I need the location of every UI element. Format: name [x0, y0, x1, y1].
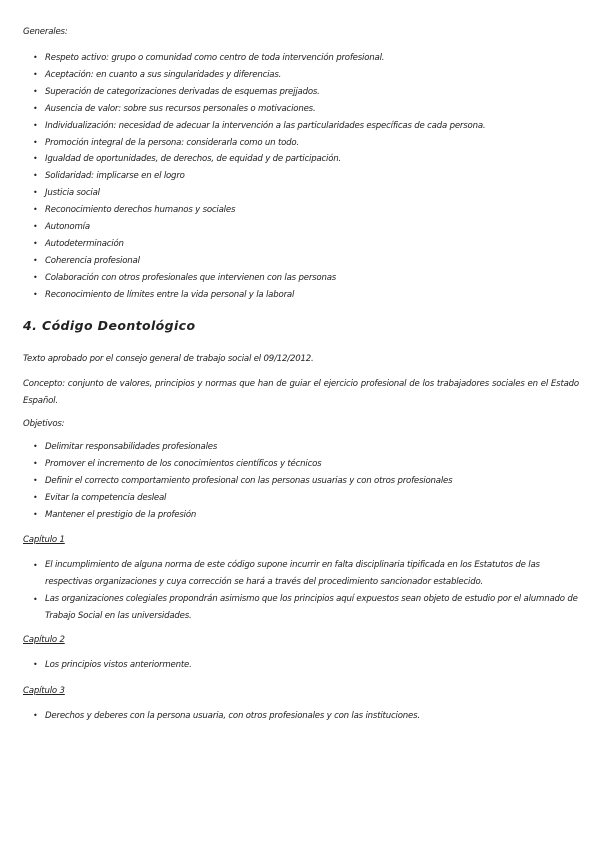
list-item: • Ausencia de valor: sobre sus recursos personales o motivaciones.	[33, 101, 583, 118]
list-item: • Mantener el prestigio de la profesión	[33, 507, 583, 524]
generales-list	[33, 50, 583, 304]
list-item: • Solidaridad: implicarse en el logro	[33, 168, 583, 185]
list-item: • Colaboración con otros profesionales que intervienen con las personas	[33, 270, 583, 287]
bullet-icon: •	[33, 188, 38, 198]
list-item: • Definir el correcto comportamiento profesional con las personas usuarias y con otros profesionales	[33, 473, 583, 490]
bullet-icon: •	[33, 69, 38, 79]
bullet-icon: •	[33, 171, 38, 181]
bullet-icon: •	[33, 103, 38, 113]
list-item: • Aceptación: en cuanto a sus singularidades y diferencias.	[33, 67, 583, 84]
bullet-icon: •	[33, 561, 38, 570]
chapter-2-title: Capítulo 2	[23, 635, 65, 645]
list-item: • Coherencia profesional	[33, 253, 583, 270]
list-item: • Delimitar responsabilidades profesionales	[33, 439, 583, 456]
texto-aprobado: Texto aprobado por el consejo general de trabajo social el 09/12/2012.	[23, 354, 314, 364]
bullet-icon: •	[33, 154, 38, 164]
bullet-icon: •	[33, 492, 38, 502]
bullet-icon: •	[33, 475, 38, 485]
list-item: • Reconocimiento de límites entre la vida personal y la laboral	[33, 287, 583, 304]
bullet-icon: •	[33, 711, 38, 720]
list-item: • Los principios vistos anteriormente.	[33, 657, 583, 674]
chapter-1-list	[33, 557, 583, 625]
bullet-icon: •	[33, 595, 38, 604]
chapter-1-title: Capítulo 1	[23, 535, 65, 545]
list-item: • Derechos y deberes con la persona usuaria, con otros profesionales y con las instituciones.	[33, 708, 583, 725]
bullet-icon: •	[33, 509, 38, 519]
bullet-icon: •	[33, 255, 38, 265]
list-item: • Superación de categorizaciones derivadas de esquemas prejjados.	[33, 84, 583, 101]
chapter-3-list	[33, 708, 583, 725]
list-item: • Promover el incremento de los conocimientos científicos y técnicos	[33, 456, 583, 473]
list-item: • Reconocimiento derechos humanos y sociales	[33, 202, 583, 219]
list-item: • Las organizaciones colegiales propondrán asimismo que los principios aquí expuestos sean objeto de estudio por el alumnado de Trabajo Social en las universidades.	[33, 591, 583, 625]
bullet-icon: •	[33, 53, 38, 62]
generales-label: Generales:	[23, 27, 68, 37]
concepto-paragraph: Concepto: conjunto de valores, principios y normas que han de guiar el ejercicio profesional de los trabajadores sociales en el Estado Español.	[23, 379, 579, 406]
list-item: • Justicia social	[33, 185, 583, 202]
bullet-icon: •	[33, 458, 38, 468]
list-item: • Individualización: necesidad de adecuar la intervención a las particularidades específicas de cada persona.	[33, 118, 583, 135]
bullet-icon: •	[33, 222, 38, 232]
list-item: • Autonomía	[33, 219, 583, 236]
list-item: • Promoción integral de la persona: considerarla como un todo.	[33, 135, 583, 152]
bullet-icon: •	[33, 86, 38, 96]
objetivos-label: Objetivos:	[23, 419, 65, 429]
bullet-icon: •	[33, 289, 38, 299]
objetivos-list	[33, 439, 583, 524]
list-item: • Igualdad de oportunidades, de derechos, de equidad y de participación.	[33, 151, 583, 168]
list-item: • Autodeterminación	[33, 236, 583, 253]
chapter-2-list	[33, 657, 583, 674]
list-item: • Evitar la competencia desleal	[33, 490, 583, 507]
bullet-icon: •	[33, 120, 38, 130]
list-item: • El incumplimiento de alguna norma de este código supone incurrir en falta disciplinaria tipificada en los Estatutos de las respectivas organizaciones y cuya corrección se hará a través del procedimiento sancionador establecido.	[33, 557, 583, 591]
bullet-icon: •	[33, 137, 38, 147]
bullet-icon: •	[33, 238, 38, 248]
list-item: • Respeto activo: grupo o comunidad como centro de toda intervención profesional.	[33, 50, 583, 67]
chapter-3-title: Capítulo 3	[23, 686, 65, 696]
bullet-icon: •	[33, 205, 38, 215]
bullet-icon: •	[33, 272, 38, 282]
bullet-icon: •	[33, 660, 38, 669]
bullet-icon: •	[33, 442, 38, 451]
section-heading: 4. Código Deontológico	[23, 318, 196, 333]
